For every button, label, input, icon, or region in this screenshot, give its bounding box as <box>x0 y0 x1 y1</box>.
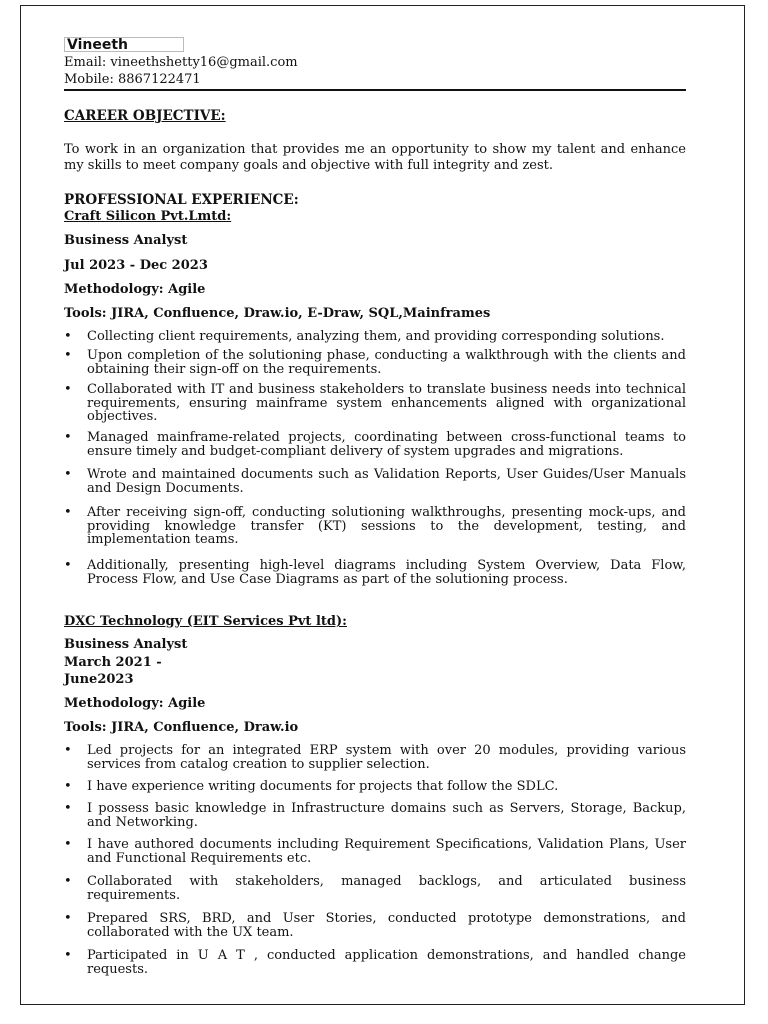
job-dates: Jul 2023 - Dec 2023 <box>64 258 208 273</box>
job-methodology: Methodology: Agile <box>64 282 206 297</box>
email-text: Email: vineethshetty16@gmail.com <box>64 55 298 70</box>
bullet-item: • Upon completion of the solutioning phase, conducting a walkthrough with the clients and obtaining their sign-off on the requirements. <box>64 348 686 377</box>
job-dates-end: June2023 <box>64 672 134 687</box>
bullet-item: • Additionally, presenting high-level diagrams including System Overview, Data Flow, Process Flow, and Use Case Diagrams as part of the solutioning process. <box>64 558 686 587</box>
bullet-icon: • <box>64 948 72 963</box>
bullet-icon: • <box>64 558 72 573</box>
company-name: DXC Technology (EIT Services Pvt ltd): <box>64 614 347 629</box>
experience-heading: PROFESSIONAL EXPERIENCE: <box>64 192 299 208</box>
bullet-item: • Wrote and maintained documents such as Validation Reports, User Guides/User Manuals and Design Documents. <box>64 467 686 496</box>
bullet-icon: • <box>64 837 72 852</box>
bullet-item: • Collaborated with stakeholders, managed backlogs, and articulated business requirements. <box>64 874 686 903</box>
bullet-item: • Managed mainframe-related projects, coordinating between cross-functional teams to ensure timely and budget-compliant delivery of system upgrades and migrations. <box>64 430 686 459</box>
candidate-name: Vineeth <box>64 37 184 52</box>
header-divider <box>64 89 686 91</box>
bullet-item: • Prepared SRS, BRD, and User Stories, conducted prototype demonstrations, and collaborated with the UX team. <box>64 911 686 940</box>
job-role: Business Analyst <box>64 637 188 652</box>
job-tools: Tools: JIRA, Confluence, Draw.io, E-Draw, SQL,Mainframes <box>64 306 491 321</box>
company-name: Craft Silicon Pvt.Lmtd: <box>64 209 232 224</box>
bullet-icon: • <box>64 348 72 363</box>
career-objective-text: To work in an organization that provides me an opportunity to show my talent and enhance my skills to meet company goals and objective with full integrity and zest. <box>64 142 686 173</box>
mobile-text: Mobile: 8867122471 <box>64 72 201 87</box>
bullet-icon: • <box>64 382 72 397</box>
bullet-icon: • <box>64 430 72 445</box>
bullet-icon: • <box>64 779 72 794</box>
bullet-icon: • <box>64 743 72 758</box>
career-objective-heading: CAREER OBJECTIVE: <box>64 108 226 124</box>
bullet-item: • I possess basic knowledge in Infrastructure domains such as Servers, Storage, Backup, and Networking. <box>64 801 686 830</box>
job-methodology: Methodology: Agile <box>64 696 206 711</box>
job-role: Business Analyst <box>64 233 188 248</box>
bullet-icon: • <box>64 505 72 520</box>
bullet-item: • Participated in U A T , conducted application demonstrations, and handled change requests. <box>64 948 686 977</box>
bullet-item: • Collaborated with IT and business stakeholders to translate business needs into technical requirements, ensuring mainframe system enhancements aligned with organizational objectives. <box>64 382 686 424</box>
job-dates-start: March 2021 - <box>64 655 162 670</box>
bullet-icon: • <box>64 329 72 344</box>
bullet-icon: • <box>64 911 72 926</box>
bullet-item: • I have authored documents including Requirement Specifications, Validation Plans, User and Functional Requirements etc. <box>64 837 686 866</box>
bullet-item: • After receiving sign-off, conducting solutioning walkthroughs, presenting mock-ups, and providing knowledge transfer (KT) sessions to the development, testing, and implementation teams. <box>64 505 686 547</box>
bullet-item: • I have experience writing documents for projects that follow the SDLC. <box>64 779 559 794</box>
bullet-item: • Led projects for an integrated ERP system with over 20 modules, providing various services from catalog creation to supplier selection. <box>64 743 686 772</box>
bullet-icon: • <box>64 801 72 816</box>
bullet-icon: • <box>64 467 72 482</box>
bullet-item: • Collecting client requirements, analyzing them, and providing corresponding solutions. <box>64 329 665 344</box>
job-tools: Tools: JIRA, Confluence, Draw.io <box>64 720 299 735</box>
bullet-icon: • <box>64 874 72 889</box>
